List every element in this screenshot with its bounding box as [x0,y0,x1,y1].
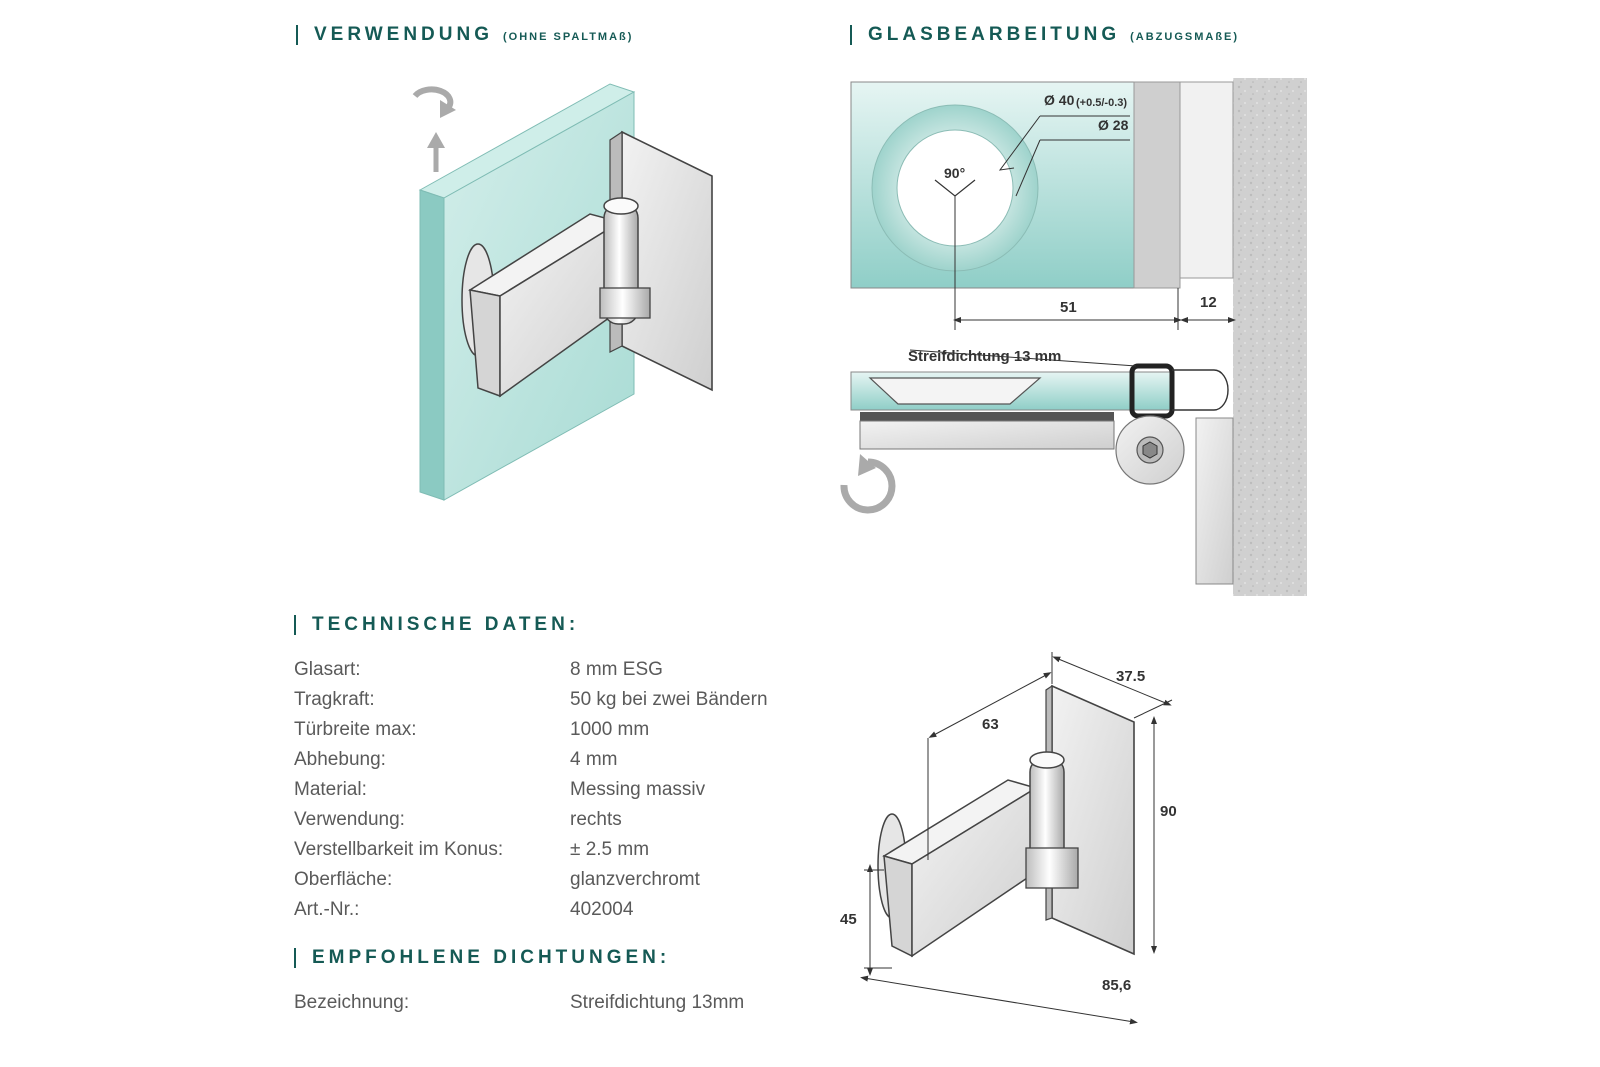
dim-hole-inner: Ø 28 [1098,117,1129,133]
up-arrow-icon [427,132,445,172]
table-row [294,899,814,927]
tech-label: Glasart: [294,659,361,680]
table-row [294,839,814,867]
heading-usage [296,24,633,46]
table-row [294,659,814,687]
tech-value: Messing massiv [570,779,706,800]
tech-value: 1000 mm [570,719,650,740]
dim-depth: 37.5 [1116,668,1146,685]
tech-value: 50 kg bei zwei Bändern [570,689,768,710]
table-row [294,749,814,777]
heading-glass-title: GLASBEARBEITUNG [868,24,1121,45]
tech-label: Material: [294,779,367,800]
table-row [294,992,814,1020]
rotate-arrow-icon [415,89,456,118]
tech-label: Art.-Nr.: [294,899,360,920]
heading-bar [294,615,296,635]
table-row [294,809,814,837]
tech-label: Türbreite max: [294,719,417,740]
heading-usage-subtitle: (OHNE SPALTMAß) [503,31,634,43]
table-row [294,779,814,807]
heading-glass-subtitle: (ABZUGSMAßE) [1130,31,1240,43]
dim-hole-outer-tol: (+0.5/-0.3) [1076,97,1128,109]
tech-label: Oberfläche: [294,869,393,890]
dim-width-bottom: 85,6 [1102,977,1132,994]
heading-tech-title: TECHNISCHE DATEN: [312,614,580,635]
heading-usage-title: VERWENDUNG [314,24,493,45]
table-row [294,689,814,717]
heading-seals-title: EMPFOHLENE DICHTUNGEN: [312,947,671,968]
table-row [294,869,814,897]
tech-value: 402004 [570,899,634,920]
dim-height: 90 [1160,803,1177,820]
tech-label: Verwendung: [294,809,405,830]
dim-edge-distance: 51 [1060,299,1077,316]
dim-angle: 90° [944,165,966,181]
seal-value: Streifdichtung 13mm [570,992,745,1013]
heading-bar [850,25,852,45]
usage-illustration [415,84,712,500]
table-row [294,719,814,747]
tech-value: glanzverchromt [570,869,700,890]
tech-label: Tragkraft: [294,689,375,710]
tech-value: 8 mm ESG [570,659,663,680]
dim-width-top: 63 [982,716,999,733]
rotate-arrow-icon [844,454,892,510]
tech-label: Verstellbarkeit im Konus: [294,839,504,860]
seal-label: Streifdichtung 13 mm [908,348,1062,365]
seal-label: Bezeichnung: [294,992,410,1013]
dim-gap: 12 [1200,294,1217,311]
heading-bar [294,948,296,968]
product-dimension-drawing [864,652,1172,1022]
wall [1233,78,1307,596]
dim-lower: 45 [840,911,857,928]
heading-bar [296,25,298,45]
dim-hole-outer: Ø 40 [1044,92,1075,108]
tech-label: Abhebung: [294,749,386,770]
tech-value: 4 mm [570,749,618,770]
heading-glass [850,24,1239,46]
heading-seals [294,947,670,969]
hex-screw-icon [1137,437,1163,463]
tech-value: rechts [570,809,622,830]
tech-value: ± 2.5 mm [570,839,650,860]
heading-tech [294,614,579,636]
glass-processing-drawing [844,78,1307,596]
